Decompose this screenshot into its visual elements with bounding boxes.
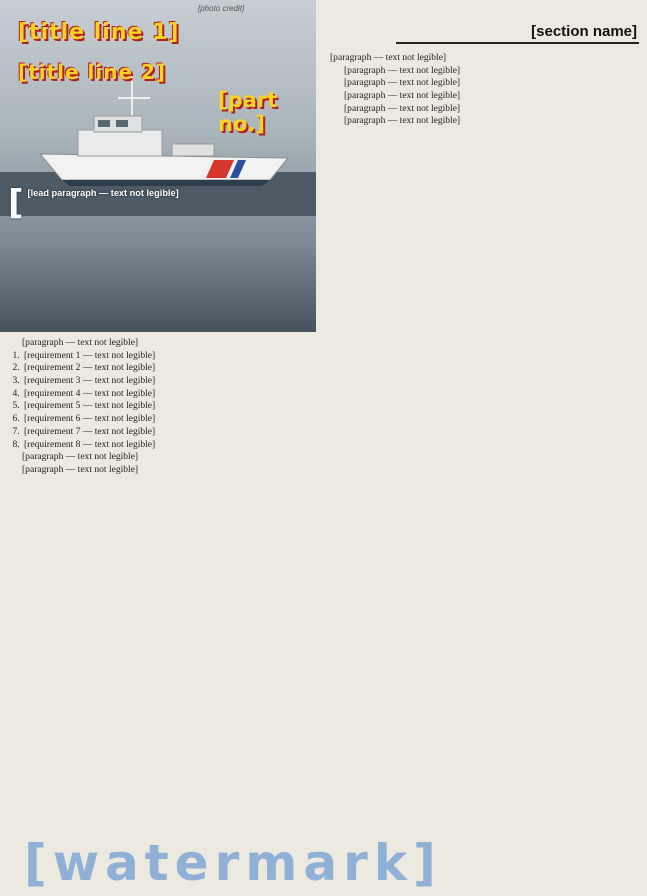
paragraph: [paragraph — text not legible] bbox=[22, 463, 139, 475]
list-item: 8. [requirement 8 — text not legible] bbox=[22, 439, 312, 452]
list-item: 4. [requirement 4 — text not legible] bbox=[22, 388, 312, 401]
section-title: [section name] bbox=[531, 23, 637, 40]
paragraph: [paragraph — text not legible] bbox=[344, 90, 461, 102]
paragraph: [paragraph — text not legible] bbox=[344, 102, 461, 114]
lead-paragraph bbox=[8, 183, 310, 223]
paragraph: [paragraph — text not legible] bbox=[344, 64, 461, 76]
title-photo bbox=[0, 0, 316, 332]
list-item: 6. [requirement 6 — text not legible] bbox=[22, 413, 312, 426]
section-header bbox=[396, 22, 639, 44]
paragraph: [paragraph — text not legible] bbox=[344, 77, 461, 89]
paragraph: [paragraph — text not legible] bbox=[344, 115, 461, 127]
list-item: 7. [requirement 7 — text not legible] bbox=[22, 426, 312, 439]
part-number: [part no.] bbox=[218, 88, 278, 136]
list-item: 2. [requirement 2 — text not legible] bbox=[22, 362, 312, 375]
photo-credit: [photo credit] bbox=[198, 4, 245, 13]
text-column-1 bbox=[8, 337, 312, 893]
paragraph: [paragraph — text not legible] bbox=[22, 451, 139, 463]
title-line-2: [title line 2] bbox=[18, 60, 167, 84]
list-item: 1. [requirement 1 — text not legible] bbox=[22, 350, 312, 363]
paragraph: [paragraph — text not legible] bbox=[330, 52, 447, 63]
list-item: 3. [requirement 3 — text not legible] bbox=[22, 375, 312, 388]
list-item: 5. [requirement 5 — text not legible] bbox=[22, 400, 312, 413]
text-column-2 bbox=[330, 52, 640, 892]
lead-text: [lead paragraph — text not legible] bbox=[27, 188, 179, 198]
watermark: [watermark] bbox=[24, 834, 442, 892]
paragraph: [paragraph — text not legible] bbox=[22, 337, 139, 348]
requirements-list bbox=[8, 350, 312, 452]
title-line-1: [title line 1] bbox=[18, 20, 180, 45]
drop-cap: [ bbox=[8, 183, 24, 223]
